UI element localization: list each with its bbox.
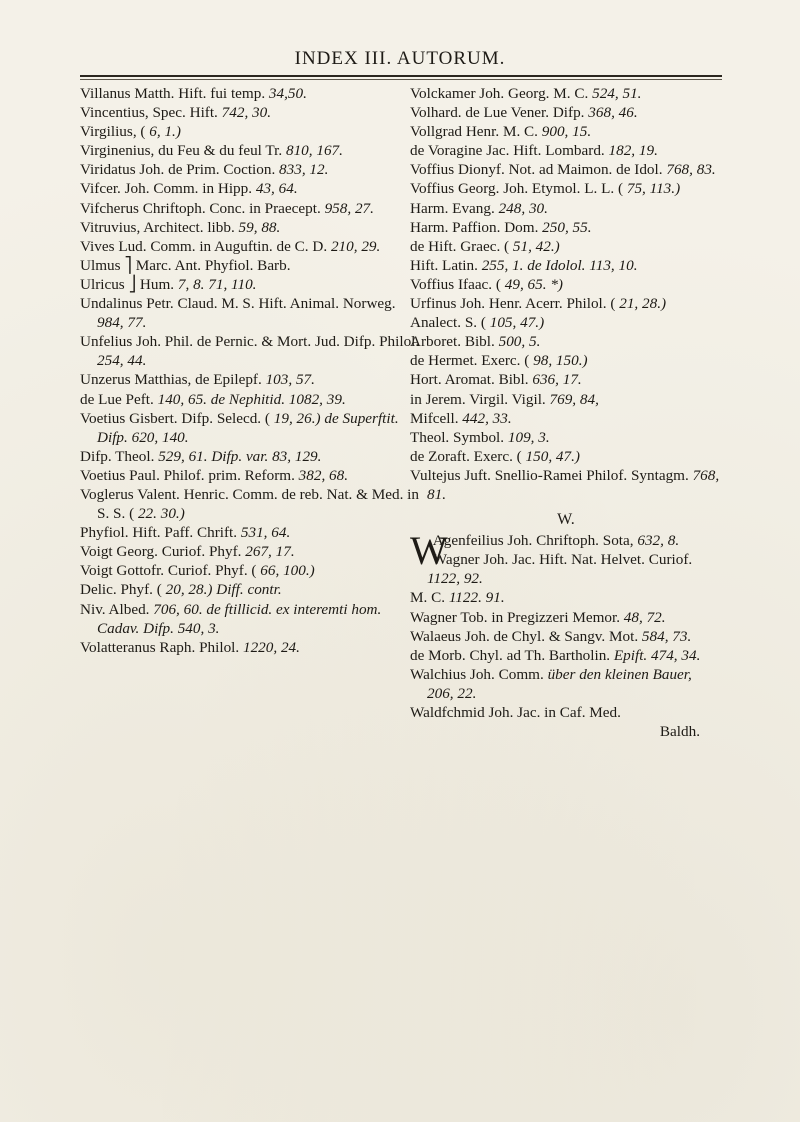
entry-references: 98, 150.) (533, 352, 588, 370)
entry-author: Difp. Theol. (80, 447, 155, 465)
entry-references: 66, 100.) (260, 562, 315, 580)
entry-author: Vollgrad Henr. M. C. (410, 123, 538, 141)
left-column (80, 84, 420, 657)
index-entry (410, 199, 722, 218)
index-entry (410, 370, 722, 389)
entry-author: de Voragine Jac. Hift. Lombard. (410, 142, 605, 160)
index-entry (410, 179, 722, 198)
entry-references: 584, 73. (641, 627, 692, 645)
entry-references: 958, 27. (324, 199, 374, 217)
entry-author: Vitruvius, Architect. libb. (80, 218, 235, 236)
entry-references: 524, 51. (592, 85, 642, 102)
entry-references: 21, 28.) (619, 295, 667, 313)
entry-references: 7, 8. 71, 110. (177, 275, 257, 293)
index-entry (80, 485, 420, 523)
index-entry (410, 428, 722, 447)
entry-references: 22. 30.) (137, 505, 185, 523)
entry-author: Undalinus Petr. Claud. M. S. Hift. Animal. Norweg. (80, 295, 396, 313)
index-entry (410, 332, 722, 351)
page-header: INDEX III. AUTORUM. (294, 48, 506, 69)
entry-author: Volckamer Joh. Georg. M. C. (410, 85, 589, 102)
index-entry (80, 561, 420, 580)
entry-author: Unfelius Joh. Phil. de Pernic. & Mort. Jud. Difp. Philol. (80, 333, 420, 351)
index-entry (410, 550, 722, 588)
entry-author: Hort. Aromat. Bibl. (410, 371, 529, 389)
index-entry (80, 466, 420, 485)
index-entry (410, 160, 722, 179)
entry-author: Walchius Joh. Comm. (410, 665, 544, 683)
entry-references: 210, 29. (330, 237, 381, 255)
entry-references: 250, 55. (542, 218, 592, 236)
section-heading-w: W. (557, 511, 575, 529)
index-entry (80, 237, 420, 256)
index-entry (80, 332, 420, 370)
entry-author: Agenfeilius Joh. Chriftoph. Sota, (432, 532, 634, 550)
entry-author: Vultejus Juft. Snellio-Ramei Philof. Syntagm. (410, 466, 689, 484)
entry-author: Voglerus Valent. Henric. Comm. de reb. Nat. & Med. in S. S. ( (80, 485, 419, 523)
index-entry (410, 447, 722, 466)
index-entry (410, 275, 722, 294)
entry-references: 984, 77. (97, 314, 147, 332)
entry-author: Volatteranus Raph. Philol. (80, 638, 240, 656)
entry-author: Virginenius, du Feu & du feul Tr. (80, 142, 283, 160)
index-entry (80, 218, 420, 237)
entry-references: 182, 19. (608, 142, 658, 160)
index-entry (410, 627, 722, 646)
entry-references: 442, 33. (462, 409, 512, 427)
index-entry (80, 390, 420, 409)
entry-author: Analect. S. ( (410, 314, 486, 332)
entry-author: Vives Lud. Comm. in Auguftin. de C. D. (80, 237, 328, 255)
entry-references: 105, 47.) (489, 314, 545, 332)
index-entry (80, 141, 420, 160)
index-entry (80, 199, 420, 218)
entry-author: Viridatus Joh. de Prim. Coction. (80, 161, 276, 179)
entry-author: Voffius Dionyf. Not. ad Maimon. de Idol. (410, 161, 663, 179)
entry-references: 706, 60. de ftillicid. ex interemti hom. Cadav. Difp. 540, 3. (97, 600, 382, 637)
entry-author: in Jerem. Virgil. Vigil. (410, 390, 546, 408)
entry-author: Voetius Paul. Philof. prim. Reform. (80, 466, 295, 484)
entry-references: 75, 113.) (626, 180, 681, 198)
index-entry (410, 122, 722, 141)
entry-references: 109, 3. (507, 428, 550, 446)
entry-references: 254, 44. (97, 352, 147, 370)
index-entry (410, 351, 722, 370)
index-entry (80, 275, 420, 294)
index-entry (410, 466, 722, 504)
right-column-v-entries (410, 84, 722, 504)
entry-author: Walaeus Joh. de Chyl. & Sangv. Mot. (410, 627, 639, 645)
header-rule (80, 75, 722, 77)
index-entry (410, 390, 722, 409)
entry-author: Arboret. Bibl. (410, 333, 495, 351)
entry-references: 768, 81. (427, 466, 720, 503)
entry-references: 34,50. (268, 85, 307, 102)
index-entry (410, 141, 722, 160)
entry-references: 768, 83. (666, 161, 716, 179)
index-entry (80, 409, 420, 447)
header-rule-thin (80, 79, 722, 80)
entry-references: Epift. 474, 34. (613, 646, 701, 664)
entry-references: 20, 28.) Diff. contr. (165, 581, 282, 599)
entry-references: 368, 46. (588, 104, 638, 122)
catchword: Baldh. (659, 723, 700, 741)
entry-references: 529, 61. Difp. var. 83, 129. (158, 447, 322, 465)
entry-author: de Morb. Chyl. ad Th. Bartholin. (410, 646, 611, 664)
entry-author: Hift. Latin. (410, 256, 478, 274)
index-entry (80, 447, 420, 466)
index-entry (80, 638, 420, 657)
entry-references: 267, 17. (245, 543, 295, 561)
entry-references: 1122, 92. (427, 570, 483, 588)
entry-author: de Hermet. Exerc. ( (410, 352, 530, 370)
entry-author: Theol. Symbol. (410, 428, 505, 446)
drop-initial: W (410, 528, 448, 574)
entry-references: 103, 57. (265, 371, 315, 389)
entry-author: M. C. (410, 589, 446, 607)
entry-references: 900, 15. (541, 123, 592, 141)
entry-author: Vifcherus Chriftoph. Conc. in Praecept. (80, 199, 321, 217)
index-entry (410, 588, 722, 607)
entry-author: Delic. Phyf. ( (80, 581, 162, 599)
entry-references: 810, 167. (285, 142, 343, 160)
entry-references: 19, 26.) de Superftit. Difp. 620, 140. (97, 409, 399, 446)
entry-author: de Hift. Graec. ( (410, 237, 510, 255)
entry-author: Volhard. de Lue Vener. Difp. (410, 104, 585, 122)
entry-author: Voffius Ifaac. ( (410, 275, 501, 293)
index-entry (80, 370, 420, 389)
index-entry (410, 256, 722, 275)
entry-author: Ulricus ⎦ Hum. (80, 275, 175, 293)
index-entry (410, 103, 722, 122)
entry-author: Voigt Georg. Curiof. Phyf. (80, 543, 242, 561)
entry-author: Niv. Albed. (80, 600, 150, 618)
entry-author: Urfinus Joh. Henr. Acerr. Philol. ( (410, 295, 616, 313)
index-entry (80, 580, 420, 599)
index-entry (410, 294, 722, 313)
entry-references: 500, 5. (498, 333, 541, 351)
index-entry (80, 542, 420, 561)
entry-author: Wagner Joh. Jac. Hift. Nat. Helvet. Curiof. (432, 551, 693, 569)
entry-references: 1220, 24. (242, 638, 300, 656)
index-entry (410, 84, 722, 103)
entry-references: 150, 47.) (525, 447, 580, 465)
index-entry (80, 160, 420, 179)
entry-references: 248, 30. (498, 199, 548, 217)
entry-references: 49, 65. *) (504, 275, 563, 293)
index-entry (410, 313, 722, 332)
entry-author: Harm. Paffion. Dom. (410, 218, 539, 236)
index-entry (410, 703, 722, 722)
entry-references: 1122. 91. (448, 589, 505, 607)
index-entry (80, 600, 420, 638)
entry-author: Waldfchmid Joh. Jac. in Caf. Med. (410, 704, 621, 721)
entry-references: 43, 64. (255, 180, 298, 198)
entry-author: Ulmus ⎤ Marc. Ant. Phyfiol. Barb. (80, 256, 291, 274)
entry-author: Vincentius, Spec. Hift. (80, 104, 218, 122)
entry-references: 59, 88. (238, 218, 281, 236)
index-entry (410, 409, 722, 428)
entry-author: Voetius Gisbert. Difp. Selecd. ( (80, 409, 270, 427)
entry-references: 636, 17. (532, 371, 582, 389)
entry-references: 382, 68. (298, 466, 349, 484)
entry-references: 833, 12. (279, 161, 329, 179)
index-entry (410, 608, 722, 627)
entry-references: 531, 64. (240, 524, 291, 542)
entry-author: de Lue Peft. (80, 390, 154, 408)
index-entry (410, 646, 722, 665)
index-entry (410, 237, 722, 256)
right-column-w-entries (410, 528, 722, 722)
index-entry (80, 523, 420, 542)
index-entry (80, 179, 420, 198)
entry-references: 140, 65. de Nephitid. 1082, 39. (157, 390, 346, 408)
entry-author: Wagner Tob. in Pregizzeri Memor. (410, 608, 620, 626)
entry-references: über den kleinen Bauer, 206, 22. (427, 665, 692, 702)
entry-author: Voigt Gottofr. Curiof. Phyf. ( (80, 562, 257, 580)
entry-author: Virgilius, ( (80, 123, 146, 141)
entry-author: de Zoraft. Exerc. ( (410, 447, 522, 465)
entry-author: Mifcell. (410, 409, 459, 427)
entry-author: Voffius Georg. Joh. Etymol. L. L. ( (410, 180, 624, 198)
index-entry (410, 218, 722, 237)
entry-author: Phyfiol. Hift. Paff. Chrift. (80, 524, 238, 542)
entry-references: 51, 42.) (512, 237, 560, 255)
entry-references: 632, 8. (637, 532, 680, 550)
entry-author: Vifcer. Joh. Comm. in Hipp. (80, 180, 253, 198)
index-entry (80, 122, 420, 141)
entry-references: 48, 72. (623, 608, 666, 626)
index-entry (80, 256, 420, 275)
entry-references: 6, 1.) (149, 123, 181, 141)
index-entry (80, 84, 420, 103)
entry-author: Villanus Matth. Hift. fui temp. (80, 85, 266, 102)
index-entry (80, 294, 420, 332)
index-entry (410, 665, 722, 703)
entry-references: 742, 30. (221, 104, 272, 122)
entry-author: Harm. Evang. (410, 199, 495, 217)
right-column (410, 84, 722, 741)
entry-author: Unzerus Matthias, de Epilepf. (80, 371, 262, 389)
index-entry (80, 103, 420, 122)
entry-references: 769, 84, (549, 390, 599, 408)
entry-references: 255, 1. de Idolol. 113, 10. (481, 256, 638, 274)
